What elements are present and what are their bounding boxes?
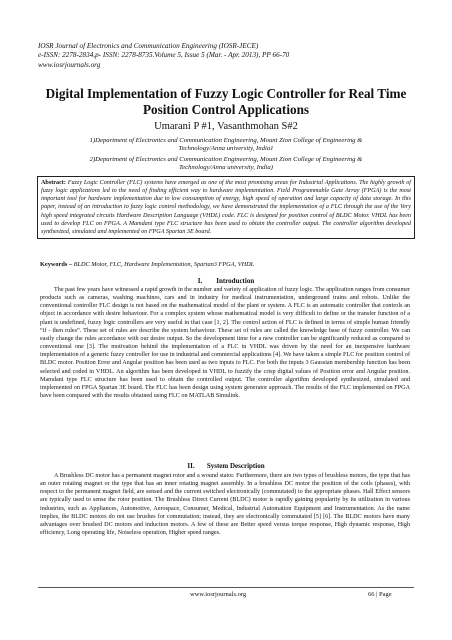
footer-rule [38, 587, 414, 588]
introduction-text: The past few years have witnessed a rapid growth in the number and variety of application of fuzzy logic. The application ranges from consumer products such as cameras, washing machines, cars and in industry for medical instrumentation, underground trains and robots. Unlike the conventional controller FLC design is not based on the mathematical model of the plant or system. A FLC is an automatic controller that controls an object in accordance with desire behaviour. For a complex system whose mathematical model is very difficult to define or the transfer function of a plant is undefined, fuzzy logic controllers are very useful in that case [1, 2]. The control action of FLC is defined in terms of simple human friendly “if - then rules”. These set of rules are describe the system behaviour. These set of rules are called the knowledge base of fuzzy controller. We can easily change the rules accordance with our desire output. So the development time for a new controller can be significantly reduced as compared to conventional one [3]. The motivation behind the implementation of a FLC in VHDL was driven by the need for an inexpensive hardware implementation of a generic fuzzy controller for use in industrial and commercial applications [4]. We have taken a simple FLC for position control of BLDC motor. Position Error and Angular position has been used as two inputs to FLC. For both the inputs 3 Gaussian membership function has been selected and coded in VHDL. An algorithm has been developed in VHDL to fuzzify the crisp digital values of Position error and Angular position. Mamdani type FLC structure has been used to obtain the controlled output. The controller algorithm developed synthesized, simulated and implemented on FPGA Spartan 3E board. The FLC has been design using system generator approach. The results of the FLC implemented on FPGA have been compared with the results obtained using FLC on MATLAB Simulink. [40, 287, 410, 400]
footer-page-number: 66 | Page [368, 591, 392, 598]
affiliation-2 [36, 156, 416, 173]
journal-name: IOSR Journal of Electronics and Communication Engineering (IOSR-JECE) [38, 42, 259, 50]
affiliation-1-line-1: 1)Department of Electronics and Communication Engineering, Mount Zion College of Engineering & [89, 137, 363, 144]
keywords-text: BLDC Motor, FLC, Hardware Implementation, Spartan3 FPGA, VHDL [73, 261, 255, 268]
affiliation-1 [36, 137, 416, 154]
system-description-text: A Brushless DC motor has a permanent magnet rotor and a wound stator. Furthermore, there are two types of brushless motors, the type that has an outer rotating magnet or the type that has an inner rotating magnet assembly. In a brushless DC motor the position of the coils (phases), with respect to the permanent magnet field, are sensed and the current switched electronically (commutated) to the appropriate phases. Hall Effect sensors are typically used to sense the rotor position. The Brushless Direct Current (BLDC) motor is rapidly gaining popularity by its utilization in various industries, such as Appliances, Automotive, Aerospace, Consumer, Medical, Industrial Automation Equipment and Instrumentation. As the name implies, the BLDC motors do not use brushes for commutation; instead, they are electronically commutated [5] [6]. The BLDC motors have many advantages over brushed DC motors and induction motors. A few of these are Better speed versus torque response, High dynamic response, High efficiency, Long operating life, Noiseless operation, Higher speed ranges. [40, 473, 410, 537]
section-body-introduction [40, 286, 410, 400]
title-line-2: Position Control Applications [142, 102, 310, 117]
affiliation-2-line-1: 2)Department of Electronics and Communication Engineering, Mount Zion College of Engineering & [89, 156, 363, 163]
author-list: Umarani P #1, Vasanthmohan S#2 [154, 121, 298, 132]
section-body-system-description [40, 472, 410, 537]
journal-url: www.iosrjournals.org [38, 60, 101, 69]
title-line-1: Digital Implementation of Fuzzy Logic Controller for Real Time [45, 86, 407, 101]
section-heading-introduction: I. Introduction [197, 277, 255, 285]
section-heading-system-description: II. System Description [187, 462, 265, 470]
affiliation-1-line-2: Technology/Anna university, India1 [178, 145, 274, 153]
abstract-text: Fuzzy Logic Controller (FLC) systems have emerged as one of the most promising areas for Industrial Applications. The highly growth of fuzzy logic applications led to the need of finding efficient way to hardware implementation. Field Programmable Gate Array (FPGA) is the most important tool for hardware implementation due to low consumption of energy, high speed of operation and large capacity of data storage. In this paper, instead of an introduction to fuzzy logic control methodology, we have demonstrated the implementation of a FLC through the use of the Very high speed integrated circuits Hardware Description Language (VHDL) code. FLC is designed for position control of BLDC Motor. VHDL has been used to develop FLC on FPGA. A Mamdani type FLC structure has been used to obtain the controller output. The controller algorithm developed synthesized, simulated and implemented on FPGA Spartan 3E board. [41, 180, 411, 235]
affiliation-2-line-2: Technology/Anna university, India) [179, 164, 273, 172]
keywords [40, 261, 410, 268]
abstract-box [37, 176, 415, 239]
footer-url: www.iosrjournals.org [190, 591, 247, 598]
journal-issn: e-ISSN: 2278-2834,p- ISSN: 2278-8735.Volume 5, Issue 5 (Mar. - Apr. 2013), PP 66-70 [38, 51, 290, 60]
keywords-label: Keywords – [40, 261, 73, 268]
journal-header [38, 42, 289, 70]
paper-title [36, 86, 416, 118]
abstract-label: Abstract: [41, 180, 66, 186]
